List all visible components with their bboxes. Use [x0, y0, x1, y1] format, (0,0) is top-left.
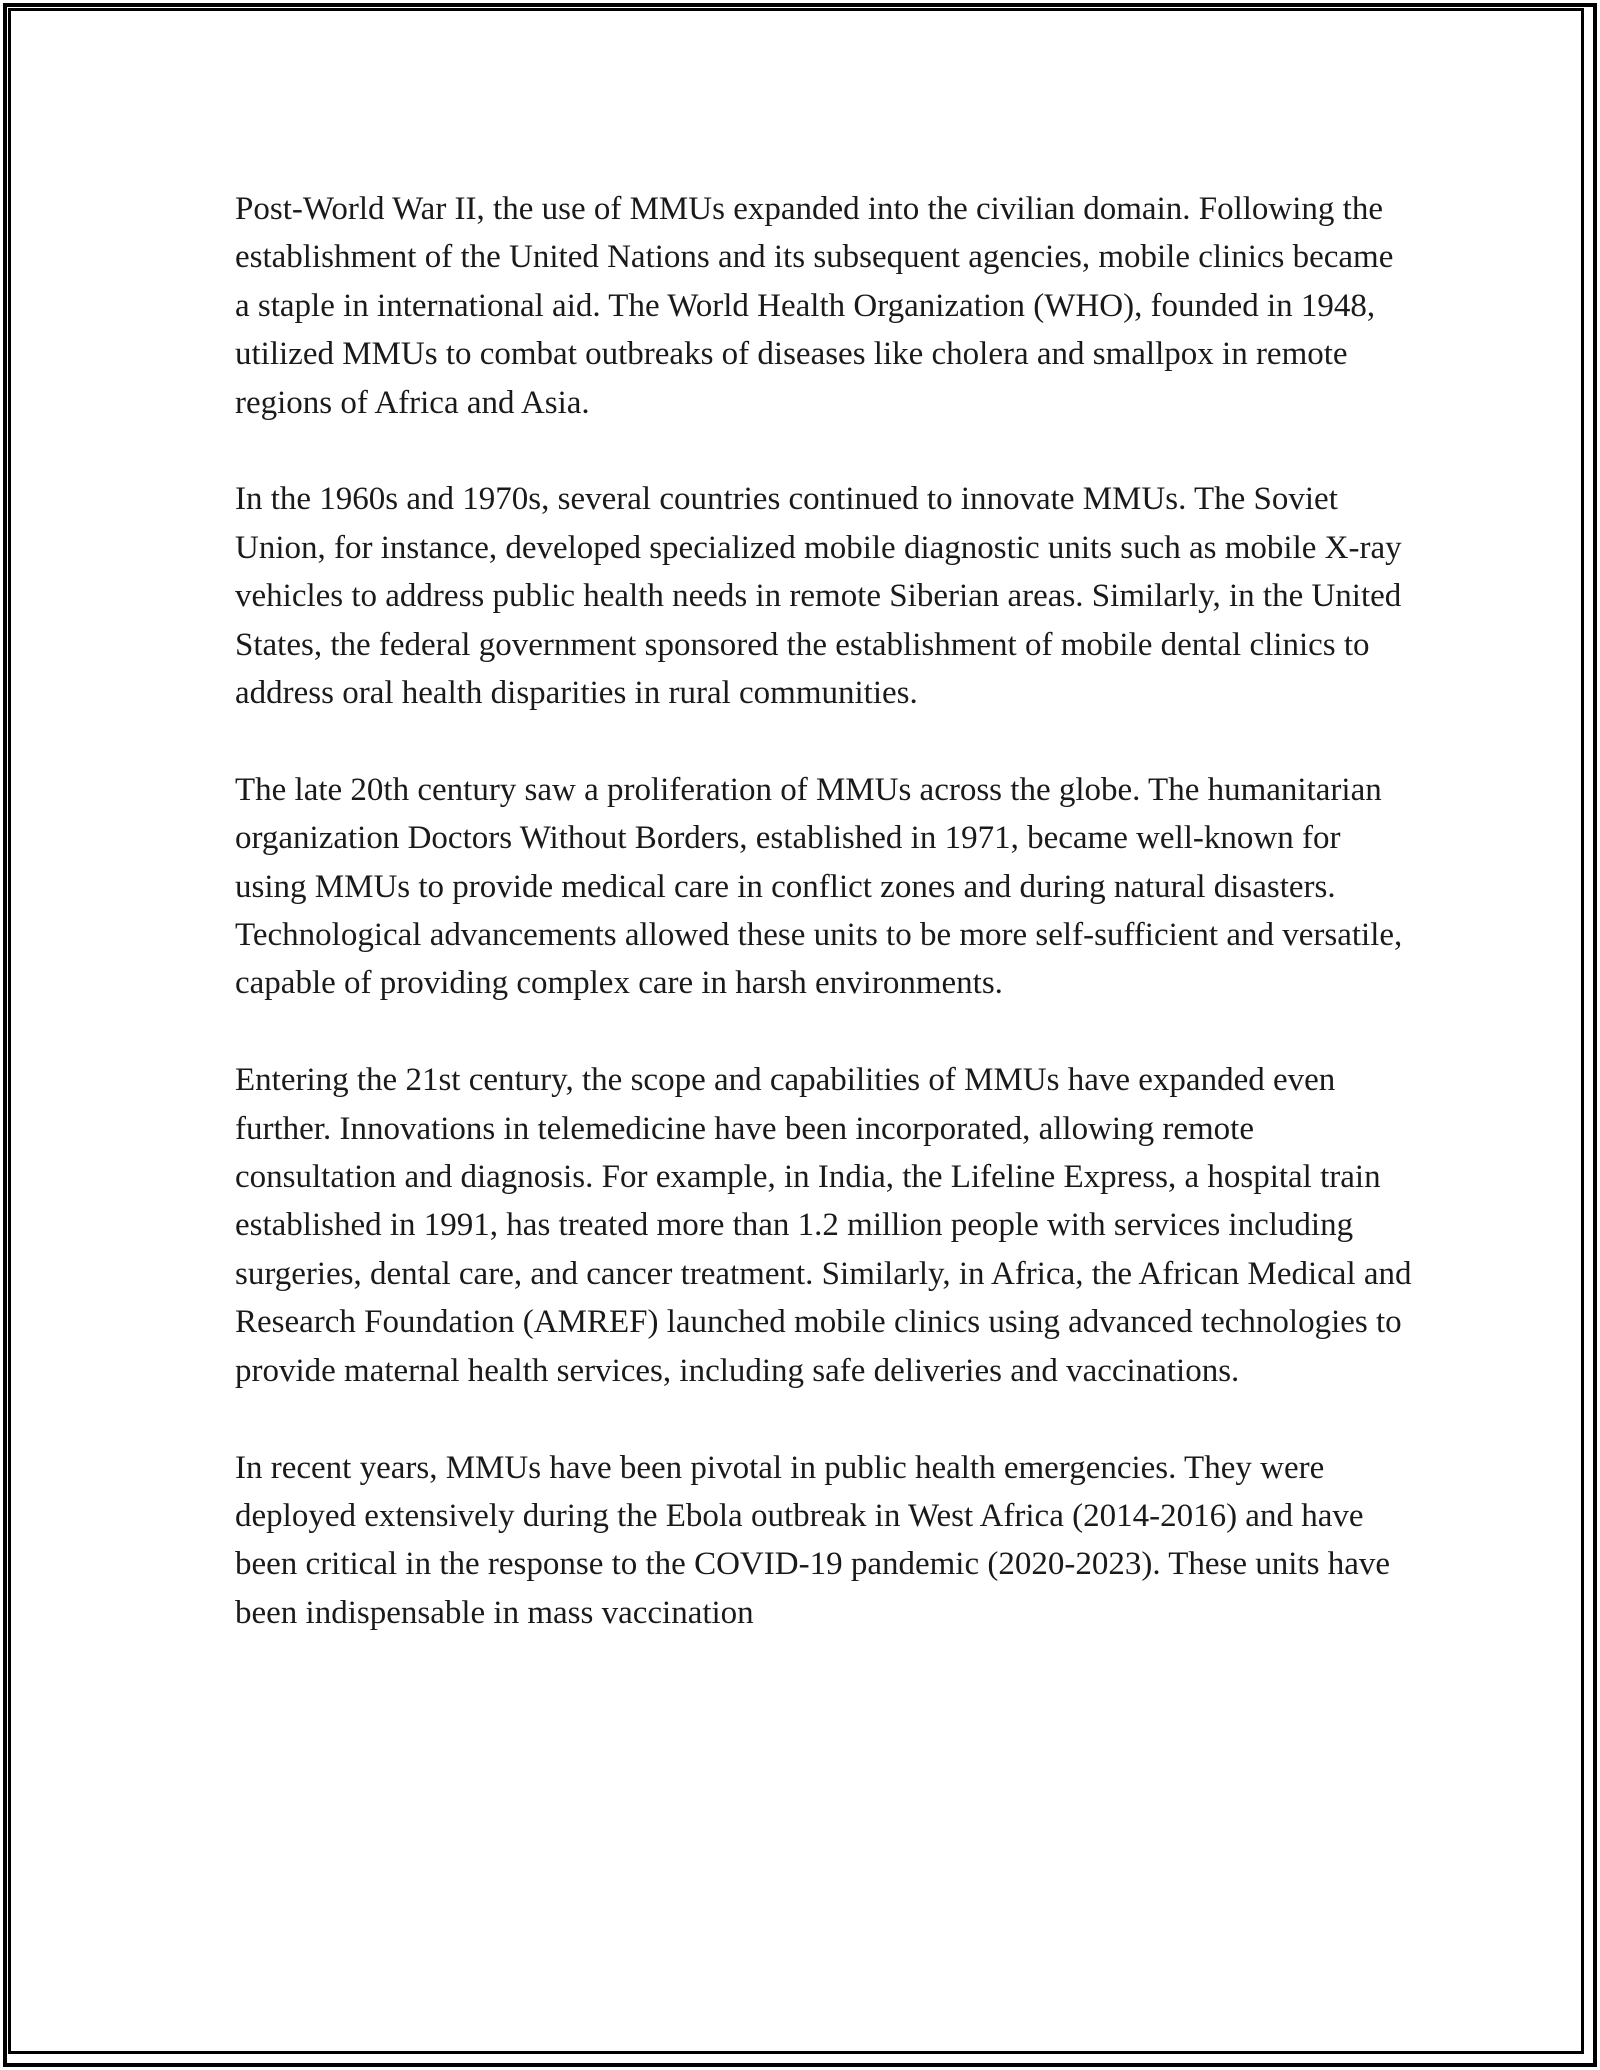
paragraph-late-20th-century: The late 20th century saw a proliferation of MMUs across the globe. The humanitarian organization Doctors Without Borders, established in 1971, became well-known for using MMUs to provide medical care in conflict zones and during natural disasters. Technological advancements allowed these units to be more self-sufficient and versatile, capable of providing complex care in harsh environments. [235, 771, 1403, 1002]
paragraph-21st-century: Entering the 21st century, the scope and capabilities of MMUs have expanded even further. Innovations in telemedicine have been incorporated, allowing remote consultation and diagnosis. For example, in India, the Lifeline Express, a hospital train established in 1991, has treated more than 1.2 million people with services including surgeries, dental care, and cancer treatment. Similarly, in Africa, the African Medical and Research Foundation (AMREF) launched mobile clinics using advanced technologies to provide maternal health services, including safe deliveries and vaccinations. [235, 1062, 1412, 1389]
document-body [235, 185, 1415, 1686]
paragraph-1960s-1970s: In the 1960s and 1970s, several countries continued to innovate MMUs. The Soviet Union, for instance, developed specialized mobile diagnostic units such as mobile X-ray vehicles to address public health needs in remote Siberian areas. Similarly, in the United States, the federal government sponsored the establishment of mobile dental clinics to address oral health disparities in rural communities. [235, 481, 1402, 712]
paragraph-post-wwii: Post-World War II, the use of MMUs expanded into the civilian domain. Following the establishment of the United Nations and its subsequent agencies, mobile clinics became a staple in international aid. The World Health Organization (WHO), founded in 1948, utilized MMUs to combat outbreaks of diseases like cholera and smallpox in remote regions of Africa and Asia. [235, 191, 1394, 421]
paragraph-recent-years: In recent years, MMUs have been pivotal in public health emergencies. They were deployed extensively during the Ebola outbreak in West Africa (2014-2016) and have been critical in the response to the COVID-19 pandemic (2020-2023). These units have been indispensable in mass vaccination [235, 1449, 1390, 1631]
